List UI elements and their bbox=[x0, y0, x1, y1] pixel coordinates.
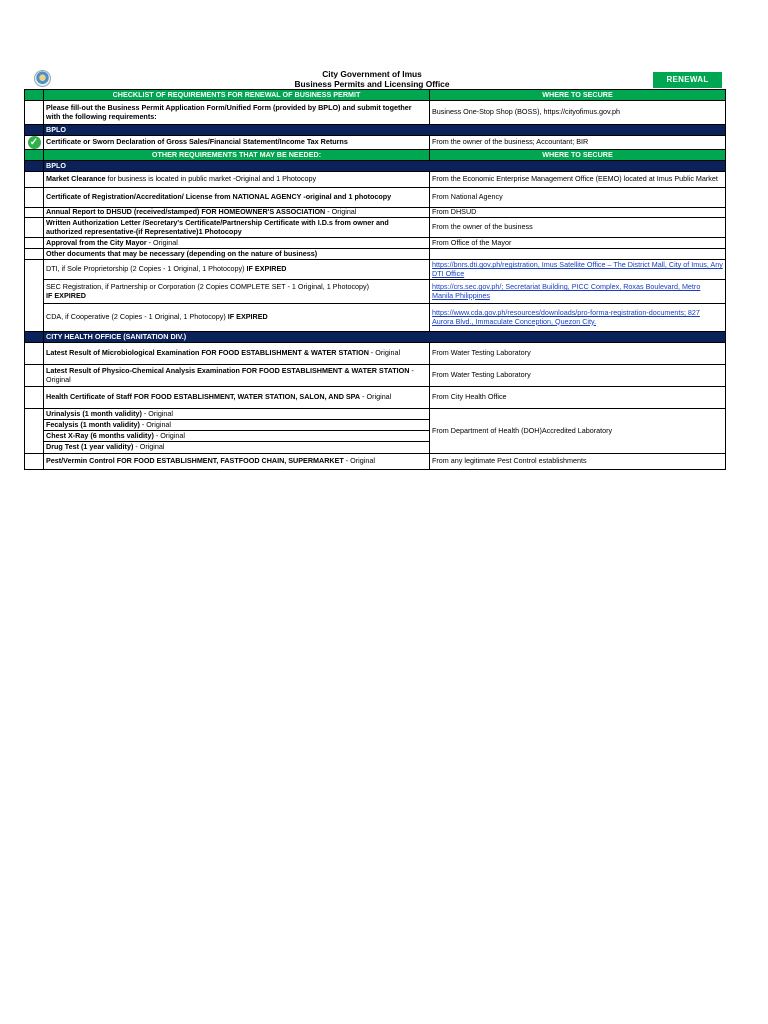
requirement-rest: - Original bbox=[133, 442, 165, 452]
cda-link[interactable]: https://www.cda.gov.ph/resources/downloads/pro-forma-registration-documents; 827 Aurora Blvd., Immaculate Conception, Quezon City. bbox=[432, 308, 700, 326]
section2-header-row bbox=[25, 150, 726, 161]
where-cell: From Department of Health (DOH)Accredited Laboratory bbox=[430, 409, 726, 454]
requirement-cell bbox=[44, 343, 430, 365]
table-row bbox=[25, 136, 726, 150]
requirement-bold: Latest Result of Physico-Chemical Analysis Examination FOR FOOD ESTABLISHMENT & WATER STATION bbox=[46, 366, 410, 376]
checkbox-cell[interactable] bbox=[25, 409, 44, 454]
section-band-health bbox=[25, 332, 726, 343]
col-requirement-header: OTHER REQUIREMENTS THAT MAY BE NEEDED: bbox=[44, 150, 430, 161]
checkbox-cell[interactable] bbox=[25, 249, 44, 260]
sec-link[interactable]: https://crs.sec.gov.ph/; Secretariat Building, PICC Complex, Roxas Boulevard, Metro Manila Philippines bbox=[432, 282, 701, 300]
requirement-bold: Market Clearance bbox=[46, 174, 106, 184]
requirement-cell bbox=[44, 260, 430, 280]
where-cell bbox=[430, 280, 726, 304]
requirement-cell bbox=[44, 304, 430, 332]
requirement-cell bbox=[44, 431, 430, 442]
requirement-cell: Please fill-out the Business Permit Application Form/Unified Form (provided by BPLO) and submit together with the following requirements: bbox=[44, 101, 430, 125]
requirement-cell bbox=[44, 208, 430, 218]
requirement-bold: Urinalysis (1 month validity) bbox=[46, 408, 142, 418]
requirement-rest: for business is located in public market -Original and 1 Photocopy bbox=[105, 174, 317, 184]
requirement-text: DTI, if Sole Proprietorship (2 Copies - 1 Original, 1 Photocopy) bbox=[46, 264, 247, 274]
requirement-rest: - Original bbox=[141, 408, 174, 418]
section-band-bplo bbox=[25, 125, 726, 136]
checkbox-cell[interactable] bbox=[25, 387, 44, 409]
where-cell: From Water Testing Laboratory bbox=[430, 365, 726, 387]
where-cell: From the Economic Enterprise Management Office (EEMO) located at Imus Public Market bbox=[430, 172, 726, 188]
requirements-table bbox=[24, 89, 726, 470]
header-office-name: Business Permits and Licensing Office bbox=[294, 79, 450, 89]
requirement-bold: Latest Result of Microbiological Examination FOR FOOD ESTABLISHMENT & WATER STATION bbox=[46, 348, 369, 358]
if-expired-label: IF EXPIRED bbox=[227, 312, 268, 322]
table-row bbox=[25, 304, 726, 332]
where-cell: From City Health Office bbox=[430, 387, 726, 409]
header-city-name: City Government of Imus bbox=[322, 69, 422, 79]
checkbox-cell[interactable] bbox=[25, 454, 44, 470]
section1-header-row bbox=[25, 90, 726, 101]
requirement-rest: - Original bbox=[343, 456, 375, 466]
table-row bbox=[25, 260, 726, 280]
checkbox-cell[interactable] bbox=[25, 343, 44, 365]
table-row bbox=[25, 280, 726, 304]
where-cell: From the owner of the business; Accountant; BIR bbox=[430, 136, 726, 150]
checkbox-cell[interactable] bbox=[25, 260, 44, 332]
where-cell bbox=[430, 304, 726, 332]
if-expired-label: IF EXPIRED bbox=[46, 290, 86, 300]
checkbox-cell[interactable] bbox=[25, 365, 44, 387]
requirement-cell bbox=[44, 365, 430, 387]
requirement-rest: - Original bbox=[146, 237, 178, 247]
requirement-bold: Fecalysis (1 month validity) bbox=[46, 419, 140, 429]
table-row bbox=[25, 365, 726, 387]
requirement-cell bbox=[44, 409, 430, 420]
requirement-rest: - Original bbox=[139, 419, 172, 429]
section-band-label: CITY HEALTH OFFICE (SANITATION DIV.) bbox=[44, 332, 726, 343]
requirement-bold: Chest X-Ray (6 months validity) bbox=[46, 430, 154, 440]
table-row bbox=[25, 249, 726, 260]
table-row bbox=[25, 218, 726, 238]
requirement-cell bbox=[44, 172, 430, 188]
requirement-bold: Pest/Vermin Control FOR FOOD ESTABLISHMENT, FASTFOOD CHAIN, SUPERMARKET bbox=[46, 456, 344, 466]
requirement-cell: Other documents that may be necessary (depending on the nature of business) bbox=[44, 249, 430, 260]
requirement-text: SEC Registration, if Partnership or Corporation (2 Copies COMPLETE SET - 1 Original, 1 Photocopy) bbox=[46, 282, 370, 292]
table-row bbox=[25, 188, 726, 208]
section-band-label: BPLO bbox=[44, 161, 726, 172]
requirement-bold: Drug Test (1 year validity) bbox=[46, 442, 134, 452]
requirement-rest: - Original bbox=[325, 207, 357, 217]
checkbox-cell[interactable] bbox=[25, 218, 44, 238]
table-row bbox=[25, 208, 726, 218]
checkbox-cell[interactable] bbox=[25, 172, 44, 188]
where-cell: From National Agency bbox=[430, 188, 726, 208]
renewal-badge: RENEWAL bbox=[653, 72, 722, 88]
requirement-text: CDA, if Cooperative (2 Copies - 1 Original, 1 Photocopy) bbox=[46, 312, 228, 322]
requirement-cell: Certificate or Sworn Declaration of Gross Sales/Financial Statement/Income Tax Returns bbox=[44, 136, 430, 150]
dti-link[interactable]: https://bnrs.dti.gov.ph/registration, Imus Satellite Office – The District Mall, City of Imus, Any DTI Office bbox=[432, 260, 723, 278]
requirement-rest: - Original bbox=[153, 430, 185, 440]
requirement-bold: Annual Report to DHSUD (received/stamped) FOR HOMEOWNER'S ASSOCIATION bbox=[46, 207, 326, 217]
requirement-rest: - Original bbox=[360, 392, 392, 402]
requirement-cell bbox=[44, 442, 430, 454]
requirement-cell bbox=[44, 387, 430, 409]
col-where-header: WHERE TO SECURE bbox=[430, 150, 726, 161]
where-cell: From any legitimate Pest Control establishments bbox=[430, 454, 726, 470]
requirement-bold: Health Certificate of Staff FOR FOOD ESTABLISHMENT, WATER STATION, SALON, AND SPA bbox=[46, 392, 361, 402]
table-row bbox=[25, 172, 726, 188]
table-row bbox=[25, 387, 726, 409]
table-row bbox=[25, 238, 726, 249]
checkbox-cell[interactable] bbox=[25, 208, 44, 218]
section-band-bplo bbox=[25, 161, 726, 172]
requirement-cell bbox=[44, 238, 430, 249]
checkbox-cell[interactable] bbox=[25, 136, 44, 150]
requirement-cell bbox=[44, 420, 430, 431]
where-cell: From the owner of the business bbox=[430, 218, 726, 238]
where-cell bbox=[430, 249, 726, 260]
where-cell: From Office of the Mayor bbox=[430, 238, 726, 249]
table-row bbox=[25, 409, 726, 420]
where-cell: Business One-Stop Shop (BOSS), https://cityofimus.gov.ph bbox=[430, 101, 726, 125]
checkmark-icon: ✓ bbox=[28, 136, 41, 149]
if-expired-label: IF EXPIRED bbox=[246, 264, 287, 274]
city-seal-logo bbox=[34, 70, 51, 87]
checkbox-cell[interactable] bbox=[25, 101, 44, 125]
requirement-cell bbox=[44, 454, 430, 470]
where-cell: From Water Testing Laboratory bbox=[430, 343, 726, 365]
where-cell bbox=[430, 260, 726, 280]
checkbox-cell[interactable] bbox=[25, 238, 44, 249]
requirement-cell: Certificate of Registration/Accreditation/ License from NATIONAL AGENCY -original and 1 photocopy bbox=[44, 188, 430, 208]
table-row bbox=[25, 454, 726, 470]
col-where-header: WHERE TO SECURE bbox=[430, 90, 726, 101]
where-cell: From DHSUD bbox=[430, 208, 726, 218]
table-row bbox=[25, 343, 726, 365]
requirement-rest: - Original bbox=[46, 366, 414, 384]
requirement-rest: - Original bbox=[368, 348, 401, 358]
section-band-label: BPLO bbox=[44, 125, 726, 136]
requirement-bold: Approval from the City Mayor bbox=[46, 237, 147, 247]
checkbox-cell[interactable] bbox=[25, 188, 44, 208]
requirement-cell: Written Authorization Letter /Secretary's Certificate/Partnership Certificate with I.D.s from owner and authorized representative-(if Representative)1 Photocopy bbox=[44, 218, 430, 238]
requirement-cell bbox=[44, 280, 430, 304]
table-row bbox=[25, 101, 726, 125]
col-requirement-header: CHECKLIST OF REQUIREMENTS FOR RENEWAL OF BUSINESS PERMIT bbox=[44, 90, 430, 101]
